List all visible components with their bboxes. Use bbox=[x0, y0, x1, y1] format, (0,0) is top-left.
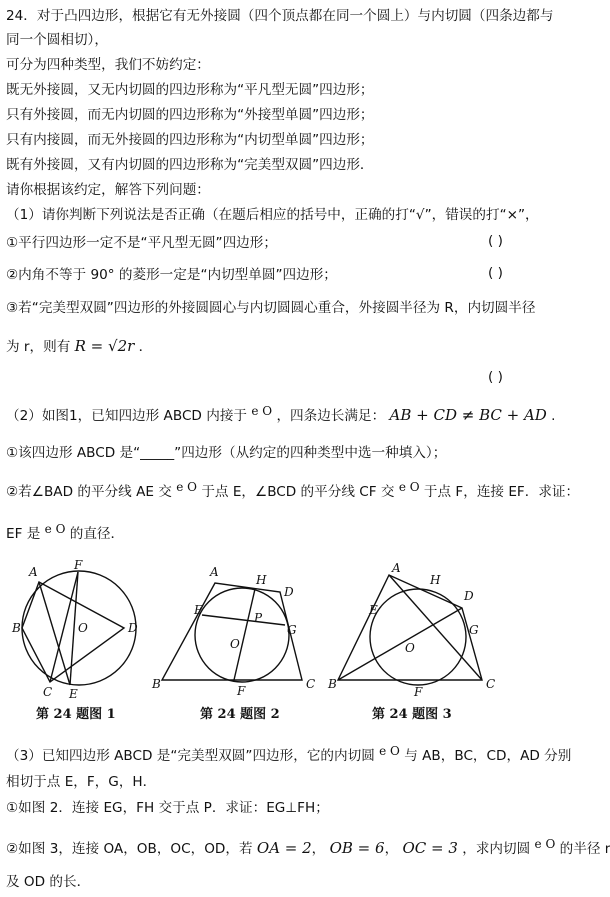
figure-3-caption: 第 24 题图 3 bbox=[372, 707, 452, 722]
part1-heading: （1）请你判断下列说法是否正确（在题后相应的括号中，正确的打“√”，错误的打“×”， bbox=[6, 207, 539, 223]
fig2-label: E bbox=[194, 603, 203, 617]
text: 的半径 r bbox=[559, 841, 610, 857]
fig2-label: D bbox=[284, 585, 294, 599]
figure-2-caption: 第 24 题图 2 bbox=[200, 707, 280, 722]
circle-o-symbol: e O bbox=[251, 404, 273, 418]
fig1-label: C bbox=[43, 685, 53, 699]
fig2-label: P bbox=[254, 611, 263, 625]
answer-paren: ( ) bbox=[488, 369, 503, 385]
fig2-label: F bbox=[237, 684, 246, 698]
part2-q2 bbox=[6, 482, 579, 502]
part2-q1: ①该四边形 ABCD 是“_____”四边形（从约定的四种类型中选一种填入）； bbox=[6, 445, 447, 461]
part3-q1: ①如图 2．连接 EG，FH 交于点 P．求证：EG⊥FH； bbox=[6, 800, 329, 816]
figure-3-lines bbox=[338, 575, 482, 680]
fig3-label: F bbox=[414, 685, 423, 699]
part1-q3: ③若“完美型双圆”四边形的外接圆圆心与内切圆圆心重合，外接圆半径为 R，内切圆半径 bbox=[6, 300, 536, 316]
figures bbox=[12, 560, 597, 720]
text: ，求内切圆 bbox=[462, 841, 531, 857]
part3-heading bbox=[6, 746, 571, 766]
fig2-label: C bbox=[306, 677, 316, 691]
fig3-label: G bbox=[469, 623, 479, 637]
fig2-label: O bbox=[230, 637, 240, 651]
fig2-label: G bbox=[287, 623, 297, 637]
definition-line: 既无外接圆，又无内切圆的四边形称为“平凡型无圆”四边形； bbox=[6, 82, 374, 98]
answer-paren: ( ) bbox=[488, 265, 503, 281]
fig1-label: F bbox=[74, 558, 83, 572]
fig1-label: O bbox=[78, 621, 88, 635]
text: ②如图 3，连接 OA，OB，OC，OD，若 bbox=[6, 841, 253, 857]
fig2-label: H bbox=[256, 573, 267, 587]
text: ， bbox=[384, 841, 399, 857]
fig3-label: B bbox=[328, 677, 337, 691]
definition-line: 只有外接圆，而无内切圆的四边形称为“外接型单圆”四边形； bbox=[6, 107, 374, 123]
part1-q1: ①平行四边形一定不是“平凡型无圆”四边形； bbox=[6, 235, 277, 251]
formula: OA = 2 bbox=[256, 839, 312, 857]
problem-line: 可分为四种类型，我们不妨约定： bbox=[6, 57, 210, 73]
fig3-label: E bbox=[369, 603, 378, 617]
text: ， bbox=[311, 841, 326, 857]
definition-line: 既有外接圆，又有内切圆的四边形称为“完美型双圆”四边形． bbox=[6, 157, 374, 173]
text: 于点 E，∠BCD 的平分线 CF 交 bbox=[201, 484, 395, 500]
text: （2）如图1，已知四边形 ABCD 内接于 bbox=[6, 408, 248, 424]
circle-o-symbol: e O bbox=[44, 522, 66, 536]
formula: R = √2r bbox=[74, 337, 135, 355]
part1-q2: ②内角不等于 90° 的菱形一定是“内切型单圆”四边形； bbox=[6, 267, 337, 283]
fig1-label: D bbox=[128, 621, 138, 635]
part3-q2 bbox=[6, 838, 610, 859]
text: 的直径． bbox=[69, 526, 125, 542]
text: ． bbox=[138, 339, 153, 355]
definition-line: 只有内接圆，而无外接圆的四边形称为“内切型单圆”四边形； bbox=[6, 132, 374, 148]
text: 与 AB，BC，CD，AD 分别 bbox=[404, 748, 572, 764]
text: ，四条边长满足： bbox=[276, 408, 386, 424]
part2-heading bbox=[6, 405, 555, 426]
part2-q2-cont bbox=[6, 524, 124, 544]
circle-o-symbol: e O bbox=[398, 480, 420, 494]
fig2-label: A bbox=[210, 565, 219, 579]
fig3-label: H bbox=[430, 573, 441, 587]
instruction-line: 请你根据该约定，解答下列问题： bbox=[6, 182, 210, 198]
part3-heading-cont: 相切于点 E，F，G，H． bbox=[6, 774, 157, 790]
text: （3）已知四边形 ABCD 是“完美型双圆”四边形，它的内切圆 bbox=[6, 748, 375, 764]
fig3-label: O bbox=[405, 641, 415, 655]
figure-2-circle bbox=[195, 588, 289, 682]
formula: OB = 6 bbox=[329, 839, 385, 857]
problem-line: 同一个圆相切）， bbox=[6, 32, 108, 48]
circle-o-symbol: e O bbox=[176, 480, 197, 494]
text: ②若∠BAD 的平分线 AE 交 bbox=[6, 484, 172, 500]
text: 于点 F，连接 EF．求证： bbox=[423, 484, 580, 500]
formula: OC = 3 bbox=[402, 839, 458, 857]
fig1-label: E bbox=[69, 687, 78, 701]
circle-o-symbol: e O bbox=[379, 744, 400, 758]
fig1-label: B bbox=[12, 621, 21, 635]
answer-paren: ( ) bbox=[488, 233, 503, 249]
part3-q2-cont: 及 OD 的长． bbox=[6, 874, 91, 890]
circle-o-symbol: e O bbox=[534, 837, 556, 851]
figure-2-lines bbox=[162, 583, 302, 680]
fig1-label: A bbox=[29, 565, 38, 579]
figure-1-caption: 第 24 题图 1 bbox=[36, 707, 116, 722]
text: 为 r，则有 bbox=[6, 339, 71, 355]
formula: AB + CD ≠ BC + AD bbox=[389, 406, 547, 424]
problem-line: 24．对于凸四边形，根据它有无外接圆（四个顶点都在同一个圆上）与内切圆（四条边都与 bbox=[6, 8, 554, 24]
fig3-label: A bbox=[392, 561, 401, 575]
text: EF 是 bbox=[6, 526, 41, 542]
fig2-label: B bbox=[152, 677, 161, 691]
text: . bbox=[551, 408, 556, 424]
fig3-label: C bbox=[486, 677, 496, 691]
part1-q3-cont bbox=[6, 336, 152, 357]
fig3-label: D bbox=[464, 589, 474, 603]
